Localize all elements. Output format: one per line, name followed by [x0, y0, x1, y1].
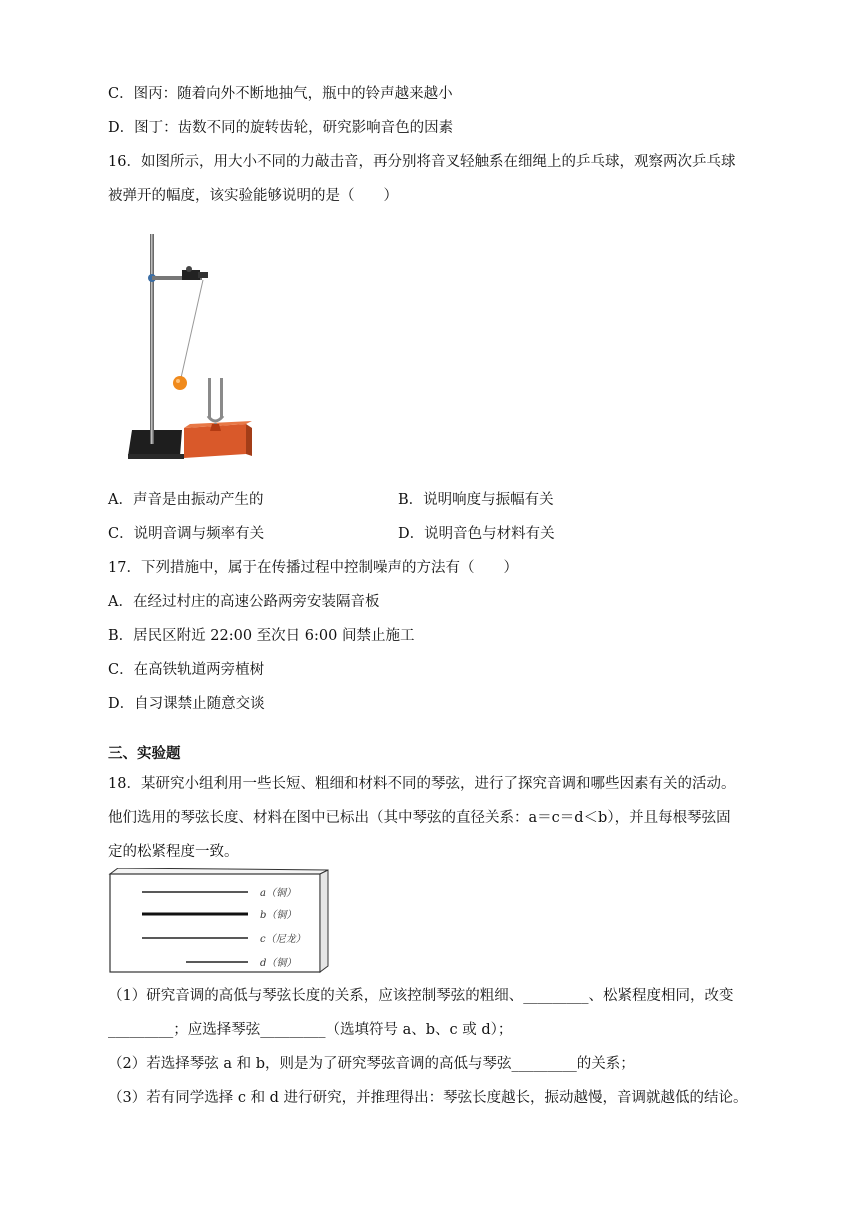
section-heading: 三、实验题 — [108, 746, 181, 762]
q18-stem-line2: 他们选用的琴弦长度、材料在图中已标出（其中琴弦的直径关系：a＝c＝d＜b），并且每根琴弦固 — [108, 810, 731, 826]
q16-stem-line2: 被弹开的幅度，该实验能够说明的是（ ） — [108, 188, 398, 204]
q16-option-a: A．声音是由振动产生的 — [108, 492, 264, 508]
string-b-label: b（铜） — [260, 910, 297, 921]
q18-sub1-line2: _________；应选择琴弦_________（选填符号 a、b、c 或 d）； — [108, 1022, 513, 1038]
q18-stem-line3: 定的松紧程度一致。 — [108, 844, 239, 860]
tuning-fork-apparatus-figure — [120, 228, 270, 464]
line-option-d-prev: D．图丁：齿数不同的旋转齿轮，研究影响音色的因素 — [108, 120, 454, 136]
string-a-label: a（铜） — [260, 888, 296, 899]
q17-option-b: B．居民区附近 22:00 至次日 6:00 间禁止施工 — [108, 628, 415, 644]
strings-box-figure — [108, 868, 332, 976]
q17-option-d: D．自习课禁止随意交谈 — [108, 696, 265, 712]
q17-stem: 17．下列措施中，属于在传播过程中控制噪声的方法有（ ） — [108, 560, 518, 576]
q16-option-d: D．说明音色与材料有关 — [398, 526, 555, 542]
q18-sub1-line1: （1）研究音调的高低与琴弦长度的关系，应该控制琴弦的粗细、_________、松紧程度相同，改变 — [108, 988, 734, 1004]
q16-stem-line1: 16．如图所示，用大小不同的力敲击音，再分别将音叉轻触系在细绳上的乒乓球，观察两次乒乓球 — [108, 154, 736, 170]
q16-option-b: B．说明响度与振幅有关 — [398, 492, 554, 508]
q17-option-a: A．在经过村庄的高速公路两旁安装隔音板 — [108, 594, 380, 610]
q17-option-c: C．在高铁轨道两旁植树 — [108, 662, 265, 678]
q18-sub2: （2）若选择琴弦 a 和 b，则是为了研究琴弦音调的高低与琴弦_________的关系； — [108, 1056, 635, 1072]
q16-option-c: C．说明音调与频率有关 — [108, 526, 265, 542]
q18-stem-line1: 18．某研究小组利用一些长短、粗细和材料不同的琴弦，进行了探究音调和哪些因素有关的活动。 — [108, 776, 736, 792]
string-c-label: c（尼龙） — [260, 934, 306, 945]
line-option-c-prev: C．图丙：随着向外不断地抽气，瓶中的铃声越来越小 — [108, 86, 453, 102]
q18-sub3: （3）若有同学选择 c 和 d 进行研究，并推理得出：琴弦长度越长，振动越慢，音调就越低的结论。 — [108, 1090, 748, 1106]
string-d-label: d（铜） — [260, 958, 297, 969]
